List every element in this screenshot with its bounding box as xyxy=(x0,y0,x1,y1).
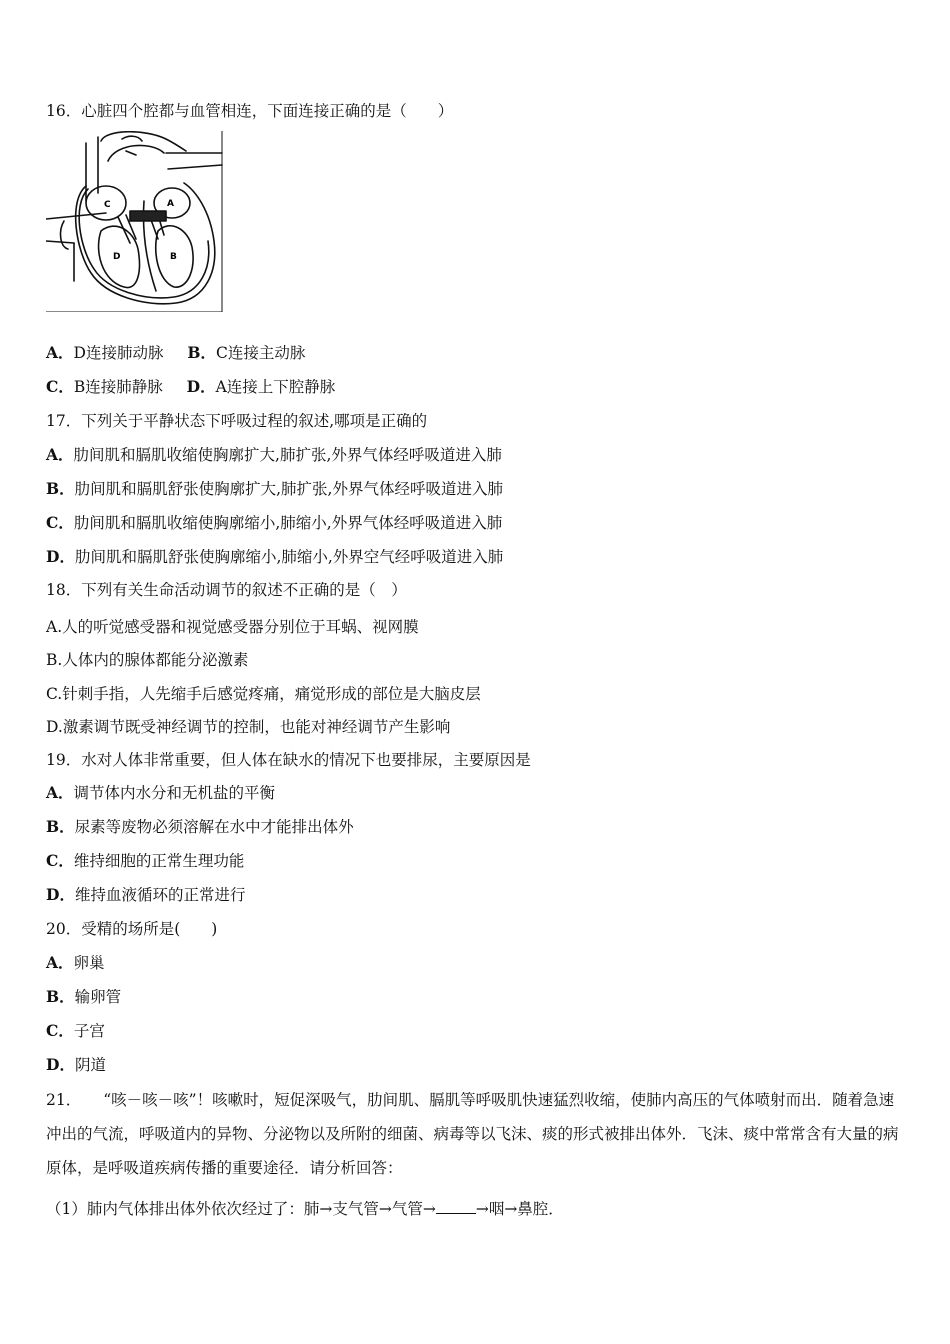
option-label: B. xyxy=(46,651,63,669)
question-20-stem: 20．受精的场所是( ) xyxy=(46,920,218,938)
question-21-stem xyxy=(46,1083,908,1185)
option-text: 肋间肌和膈肌收缩使胸廓扩大,肺扩张,外界气体经呼吸道进入肺 xyxy=(73,446,502,464)
option-text: A连接上下腔静脉 xyxy=(215,378,336,396)
option-text: 肋间肌和膈肌舒张使胸廓缩小,肺缩小,外界空气经呼吸道进入肺 xyxy=(74,548,504,566)
option-label: A． xyxy=(46,953,74,972)
option-label: A． xyxy=(46,783,74,802)
option-label: C． xyxy=(46,851,74,870)
option-text: B连接肺静脉 xyxy=(73,378,163,396)
sub-question-text: （1）肺内气体排出体外依次经过了：肺→支气管→气管→ xyxy=(46,1200,436,1218)
question-19-option-a xyxy=(46,783,275,803)
option-label: A． xyxy=(46,343,74,362)
option-label: A. xyxy=(46,618,63,636)
question-18-option-c xyxy=(46,684,481,704)
option-label: B． xyxy=(46,817,75,836)
heart-diagram xyxy=(46,131,223,312)
question-16-stem: 16．心脏四个腔都与血管相连，下面连接正确的是（ ） xyxy=(46,102,454,120)
question-number: 21． xyxy=(46,1091,82,1109)
option-label: C． xyxy=(46,513,74,532)
question-19-option-c xyxy=(46,851,244,871)
question-17-option-d xyxy=(46,547,503,567)
option-text: 尿素等废物必须溶解在水中才能排出体外 xyxy=(74,818,354,836)
option-text: 阴道 xyxy=(74,1056,106,1074)
chamber-label-a: A xyxy=(167,199,174,209)
question-18-option-a xyxy=(46,617,419,637)
option-label: D． xyxy=(186,377,216,396)
option-text: 针刺手指，人先缩手后感觉疼痛，痛觉形成的部位是大脑皮层 xyxy=(62,685,481,703)
option-text: 肋间肌和膈肌收缩使胸廓缩小,肺缩小,外界气体经呼吸道进入肺 xyxy=(73,514,503,532)
question-20-option-d xyxy=(46,1055,106,1075)
option-text: 输卵管 xyxy=(74,988,122,1006)
sub-question-text-end: →咽→鼻腔． xyxy=(475,1200,564,1218)
question-16-options-row-1 xyxy=(46,343,305,363)
option-text: 维持细胞的正常生理功能 xyxy=(73,852,245,870)
question-19-stem: 19．水对人体非常重要，但人体在缺水的情况下也要排尿，主要原因是 xyxy=(46,751,531,769)
chamber-label-d: D xyxy=(113,252,121,262)
question-17-option-b xyxy=(46,479,503,499)
question-17-stem: 17．下列关于平静状态下呼吸过程的叙述,哪项是正确的 xyxy=(46,412,428,430)
option-label: C． xyxy=(46,377,74,396)
option-text: 调节体内水分和无机盐的平衡 xyxy=(73,784,276,802)
option-label: C． xyxy=(46,1021,74,1040)
question-18-option-b xyxy=(46,650,248,670)
option-text: D连接肺动脉 xyxy=(73,344,164,362)
question-20-option-a xyxy=(46,953,105,973)
question-18-option-d xyxy=(46,717,450,737)
option-label: B． xyxy=(187,343,216,362)
chamber-label-b: B xyxy=(170,252,177,262)
question-21-text: “咳－咳－咳”！咳嗽时，短促深吸气，肋间肌、膈肌等呼吸肌快速猛烈收缩，使肺内高压的气体喷射而出．随着急速冲出的气流，呼吸道内的异物、分泌物以及所附的细菌、病毒等以飞沫、痰的形式被排出体外．飞沫、痰中常常含有大量的病原体，是呼吸道疾病传播的重要途径．请分析回答： xyxy=(46,1091,899,1177)
option-label: B． xyxy=(46,479,75,498)
question-17-option-c xyxy=(46,513,502,533)
option-text: 卵巢 xyxy=(73,954,105,972)
option-label: D． xyxy=(46,1055,75,1074)
option-label: B． xyxy=(46,987,75,1006)
question-18-stem: 18．下列有关生命活动调节的叙述不正确的是（ ） xyxy=(46,581,407,599)
option-text: 人的听觉感受器和视觉感受器分别位于耳蜗、视网膜 xyxy=(62,618,419,636)
option-label: D． xyxy=(46,885,75,904)
option-label: A． xyxy=(46,445,74,464)
question-16-options-row-2 xyxy=(46,377,335,397)
answer-blank[interactable] xyxy=(436,1198,476,1214)
option-text: 维持血液循环的正常进行 xyxy=(74,886,246,904)
question-17-option-a xyxy=(46,445,502,465)
chamber-label-c: C xyxy=(104,200,111,210)
question-20-option-b xyxy=(46,987,121,1007)
question-19-option-b xyxy=(46,817,354,837)
option-text: 人体内的腺体都能分泌激素 xyxy=(62,651,249,669)
option-text: 激素调节既受神经调节的控制，也能对神经调节产生影响 xyxy=(62,718,451,736)
option-text: 子宫 xyxy=(73,1022,105,1040)
option-label: D. xyxy=(46,718,63,736)
question-20-option-c xyxy=(46,1021,105,1041)
option-label: D． xyxy=(46,547,75,566)
option-text: 肋间肌和膈肌舒张使胸廓扩大,肺扩张,外界气体经呼吸道进入肺 xyxy=(74,480,503,498)
option-label: C. xyxy=(46,685,63,703)
option-text: C连接主动脉 xyxy=(215,344,306,362)
question-19-option-d xyxy=(46,885,245,905)
question-21-sub-1 xyxy=(46,1198,564,1219)
